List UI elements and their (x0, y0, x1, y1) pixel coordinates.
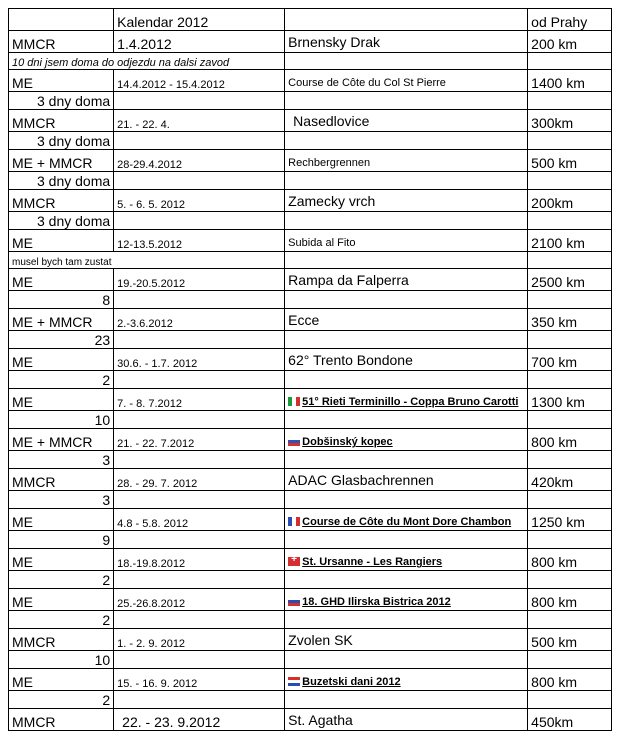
event-name: Ecce (288, 312, 320, 329)
event-distance: 200km (528, 190, 612, 212)
flag-hr-icon (288, 677, 300, 686)
flag-sk-icon (288, 437, 300, 446)
event-distance: 2500 km (528, 269, 612, 291)
header-col3 (285, 9, 528, 31)
gap-row (9, 291, 612, 309)
event-series: MMCR (9, 31, 114, 53)
empty-cell (114, 371, 285, 389)
gap-row (9, 571, 612, 589)
empty-cell (285, 371, 528, 389)
event-name-cell (285, 70, 528, 92)
event-name-cell (285, 709, 528, 731)
empty-cell (114, 411, 285, 429)
event-row (9, 190, 612, 212)
empty-cell (528, 611, 612, 629)
event-name-cell (285, 509, 528, 531)
days-between: 3 dny doma (9, 212, 114, 230)
event-name-cell (285, 309, 528, 331)
gap-row (9, 691, 612, 709)
header-row (9, 9, 612, 31)
empty-cell (528, 132, 612, 150)
flag-si-icon (288, 597, 300, 606)
event-distance: 700 km (528, 349, 612, 371)
event-row (9, 509, 612, 531)
empty-cell (528, 172, 612, 190)
calendar-body (9, 9, 612, 731)
event-date: 21. - 22. 4. (114, 110, 285, 132)
event-link[interactable]: St. Ursanne - Les Rangiers (302, 556, 443, 569)
empty-cell (114, 172, 285, 190)
gap-row (9, 451, 612, 469)
event-series: ME (9, 230, 114, 252)
event-distance: 2100 km (528, 230, 612, 252)
empty-cell (114, 571, 285, 589)
empty-cell (285, 252, 528, 269)
event-date: 18.-19.8.2012 (114, 549, 285, 571)
days-between: 10 (9, 411, 114, 429)
days-between: 2 (9, 691, 114, 709)
event-row (9, 549, 612, 571)
event-name: Subida al Fito (288, 237, 356, 250)
gap-row (9, 172, 612, 190)
gap-row (9, 331, 612, 349)
note-text: 10 dni jsem doma do odjezdu na dalsi zavod (9, 53, 285, 70)
event-series: ME (9, 669, 114, 691)
event-name-cell (285, 110, 528, 132)
event-date: 28-29.4.2012 (114, 150, 285, 172)
event-series: ME (9, 269, 114, 291)
empty-cell (114, 611, 285, 629)
event-distance: 200 km (528, 31, 612, 53)
empty-cell (285, 611, 528, 629)
gap-row (9, 371, 612, 389)
event-series: MMCR (9, 709, 114, 731)
gap-row (9, 212, 612, 230)
event-link[interactable]: 18. GHD Ilirska Bistrica 2012 (302, 596, 451, 609)
event-name: Nasedlovice (293, 113, 370, 130)
days-between: 8 (9, 291, 114, 309)
event-date: 12-13.5.2012 (114, 230, 285, 252)
event-date: 1. - 2. 9. 2012 (114, 629, 285, 651)
event-name-cell (285, 389, 528, 411)
empty-cell (114, 491, 285, 509)
event-row (9, 629, 612, 651)
event-row (9, 709, 612, 731)
empty-cell (114, 331, 285, 349)
event-date: 25.-26.8.2012 (114, 589, 285, 611)
empty-cell (528, 571, 612, 589)
event-name-cell (285, 150, 528, 172)
event-series: ME (9, 509, 114, 531)
empty-cell (528, 331, 612, 349)
empty-cell (285, 291, 528, 309)
empty-cell (285, 53, 528, 70)
empty-cell (114, 212, 285, 230)
event-row (9, 31, 612, 53)
event-series: MMCR (9, 629, 114, 651)
event-row (9, 429, 612, 451)
event-name-cell (285, 230, 528, 252)
days-between: 3 (9, 491, 114, 509)
empty-cell (285, 491, 528, 509)
event-row (9, 70, 612, 92)
event-row (9, 110, 612, 132)
event-name: Course de Côte du Col St Pierre (288, 77, 446, 90)
empty-cell (528, 531, 612, 549)
empty-cell (285, 212, 528, 230)
event-link[interactable]: Buzetski dani 2012 (302, 676, 401, 689)
event-distance: 420km (528, 469, 612, 491)
days-between: 3 dny doma (9, 132, 114, 150)
days-between: 3 dny doma (9, 92, 114, 110)
event-distance: 800 km (528, 549, 612, 571)
event-distance: 1300 km (528, 389, 612, 411)
event-name-cell (285, 429, 528, 451)
event-series: ME (9, 589, 114, 611)
event-row (9, 349, 612, 371)
empty-cell (285, 571, 528, 589)
header-year: Kalendar 2012 (114, 9, 285, 31)
event-distance: 1250 km (528, 509, 612, 531)
event-name: Rechbergrennen (288, 157, 371, 170)
event-date: 21. - 22. 7.2012 (114, 429, 285, 451)
days-between: 10 (9, 651, 114, 669)
days-between: 3 dny doma (9, 172, 114, 190)
empty-cell (528, 491, 612, 509)
event-date: 4.8 - 5.8. 2012 (114, 509, 285, 531)
event-link[interactable]: 51° Rieti Terminillo - Coppa Bruno Carotti (302, 396, 519, 409)
event-name-cell (285, 469, 528, 491)
event-name-cell (285, 31, 528, 53)
event-row (9, 309, 612, 331)
empty-cell (114, 92, 285, 110)
empty-cell (528, 53, 612, 70)
empty-cell (285, 531, 528, 549)
empty-cell (528, 371, 612, 389)
event-link[interactable]: Course de Côte du Mont Dore Chambon (302, 516, 512, 529)
event-distance: 500 km (528, 150, 612, 172)
header-distance: od Prahy (528, 9, 612, 31)
event-distance: 1400 km (528, 70, 612, 92)
event-row (9, 269, 612, 291)
note-text: musel bych tam zustat (9, 252, 285, 269)
event-name-cell (285, 349, 528, 371)
event-series: MMCR (9, 110, 114, 132)
event-date: 14.4.2012 - 15.4.2012 (114, 70, 285, 92)
event-distance: 350 km (528, 309, 612, 331)
calendar-table (8, 8, 612, 731)
empty-cell (528, 651, 612, 669)
event-name-cell (285, 549, 528, 571)
event-name-cell (285, 190, 528, 212)
event-distance: 300km (528, 110, 612, 132)
empty-cell (114, 651, 285, 669)
event-name: Zamecky vrch (288, 193, 376, 210)
note-row (9, 53, 612, 70)
event-row (9, 230, 612, 252)
empty-cell (285, 92, 528, 110)
event-name-cell (285, 589, 528, 611)
empty-cell (285, 691, 528, 709)
event-date: 2.-3.6.2012 (114, 309, 285, 331)
header-col1 (9, 9, 114, 31)
gap-row (9, 491, 612, 509)
event-name-cell (285, 269, 528, 291)
empty-cell (285, 451, 528, 469)
days-between: 2 (9, 611, 114, 629)
empty-cell (114, 691, 285, 709)
event-distance: 450km (528, 709, 612, 731)
gap-row (9, 92, 612, 110)
event-link[interactable]: Dobšinský kopec (302, 436, 393, 449)
empty-cell (285, 132, 528, 150)
gap-row (9, 611, 612, 629)
event-date: 7. - 8. 7.2012 (114, 389, 285, 411)
event-date: 15. - 16. 9. 2012 (114, 669, 285, 691)
event-date: 22. - 23. 9.2012 (114, 709, 285, 731)
event-distance: 800 km (528, 589, 612, 611)
empty-cell (528, 451, 612, 469)
event-name: Rampa da Falperra (288, 272, 409, 289)
flag-ch-icon (288, 557, 300, 566)
event-series: ME (9, 549, 114, 571)
empty-cell (528, 691, 612, 709)
event-name-cell (285, 629, 528, 651)
event-distance: 500 km (528, 629, 612, 651)
event-row (9, 669, 612, 691)
event-name-cell (285, 669, 528, 691)
days-between: 2 (9, 571, 114, 589)
empty-cell (285, 172, 528, 190)
event-row (9, 150, 612, 172)
empty-cell (114, 451, 285, 469)
event-name: ADAC Glasbachrennen (288, 472, 434, 489)
event-series: MMCR (9, 469, 114, 491)
event-name: Brnensky Drak (288, 34, 380, 51)
event-distance: 800 km (528, 429, 612, 451)
event-series: ME (9, 349, 114, 371)
flag-fr-icon (288, 517, 300, 526)
flag-it-icon (288, 397, 300, 406)
event-name: Zvolen SK (288, 632, 353, 649)
event-date: 1.4.2012 (114, 31, 285, 53)
gap-row (9, 411, 612, 429)
event-distance: 800 km (528, 669, 612, 691)
note-row (9, 252, 612, 269)
empty-cell (114, 132, 285, 150)
empty-cell (285, 411, 528, 429)
days-between: 3 (9, 451, 114, 469)
empty-cell (528, 92, 612, 110)
gap-row (9, 651, 612, 669)
empty-cell (528, 212, 612, 230)
event-series: ME + MMCR (9, 429, 114, 451)
empty-cell (528, 291, 612, 309)
days-between: 9 (9, 531, 114, 549)
empty-cell (114, 531, 285, 549)
empty-cell (114, 291, 285, 309)
days-between: 2 (9, 371, 114, 389)
event-date: 5. - 6. 5. 2012 (114, 190, 285, 212)
event-series: ME (9, 389, 114, 411)
event-name: St. Agatha (288, 712, 353, 729)
empty-cell (285, 331, 528, 349)
event-row (9, 589, 612, 611)
event-date: 28. - 29. 7. 2012 (114, 469, 285, 491)
event-row (9, 469, 612, 491)
event-series: ME + MMCR (9, 309, 114, 331)
event-series: ME + MMCR (9, 150, 114, 172)
event-series: MMCR (9, 190, 114, 212)
empty-cell (528, 411, 612, 429)
event-name: 62° Trento Bondone (288, 352, 413, 369)
gap-row (9, 132, 612, 150)
days-between: 23 (9, 331, 114, 349)
event-row (9, 389, 612, 411)
empty-cell (285, 651, 528, 669)
event-date: 19.-20.5.2012 (114, 269, 285, 291)
empty-cell (528, 252, 612, 269)
gap-row (9, 531, 612, 549)
event-series: ME (9, 70, 114, 92)
event-date: 30.6. - 1.7. 2012 (114, 349, 285, 371)
